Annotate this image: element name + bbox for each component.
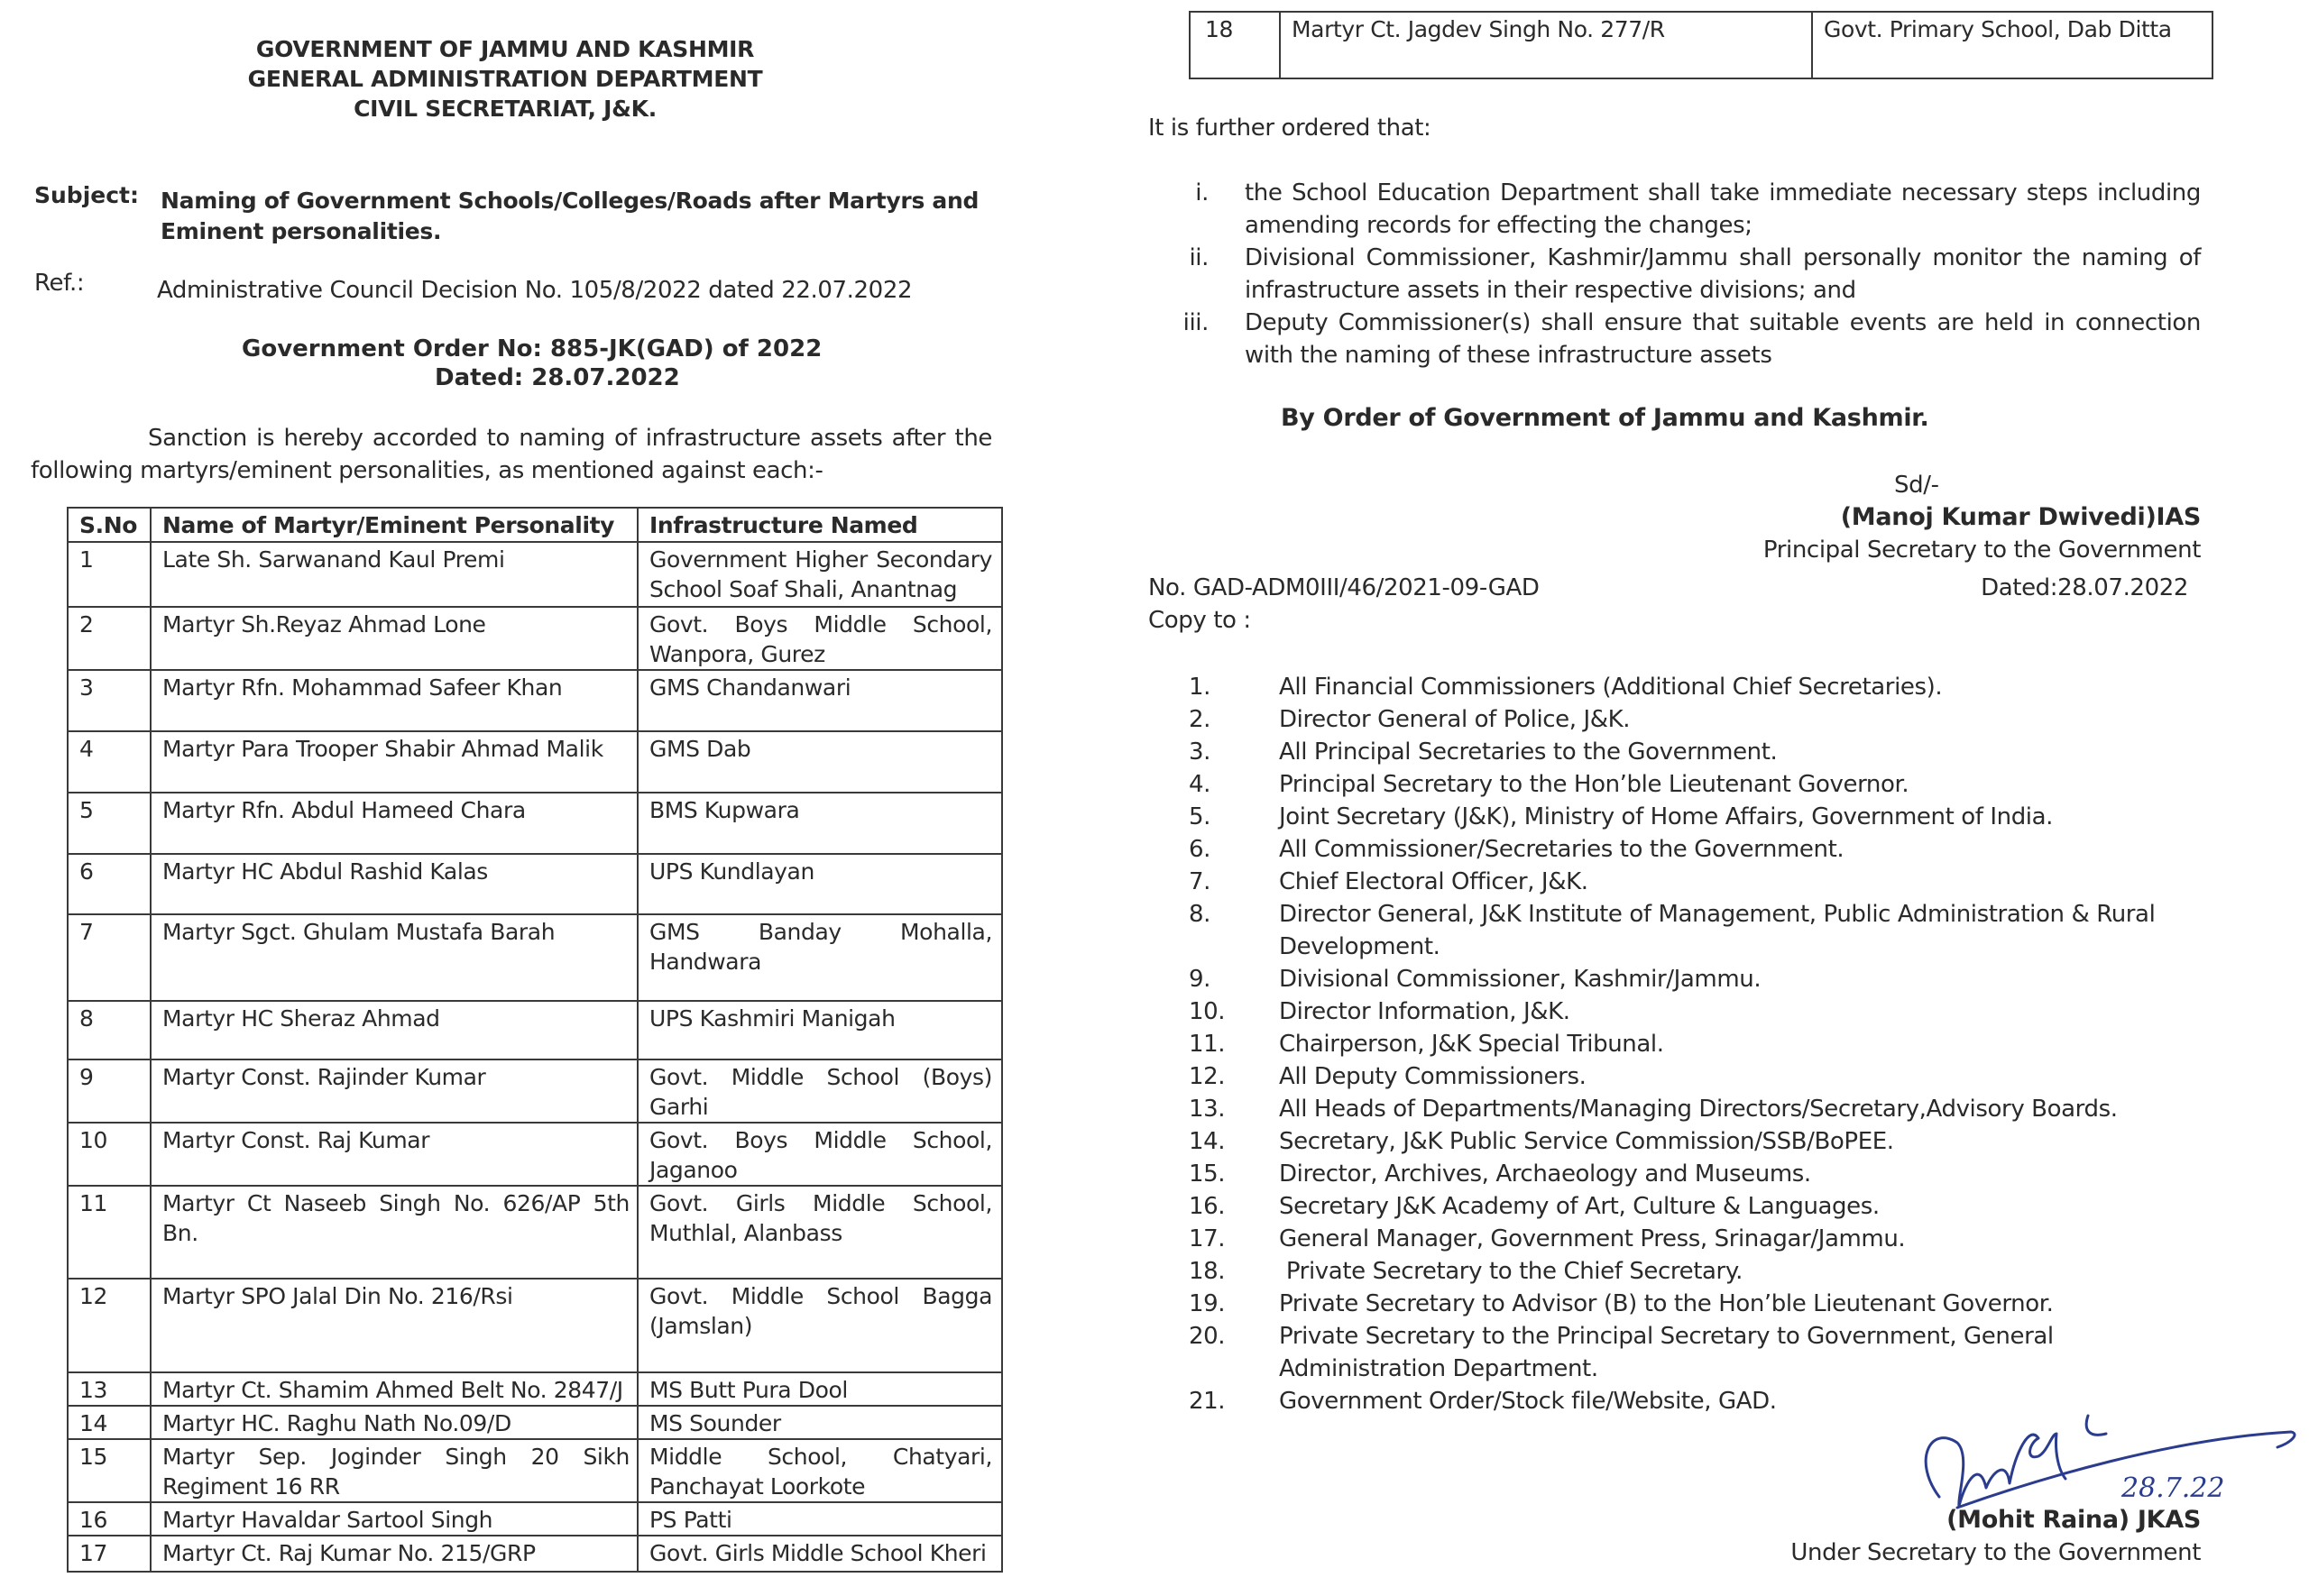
cell-sno: 6 <box>68 854 151 914</box>
copy-item-number: 16. <box>1189 1193 1226 1220</box>
copy-item <box>1189 1125 2199 1158</box>
letterhead-government: GOVERNMENT OF JAMMU AND KASHMIR <box>255 36 755 62</box>
order-item-text: the School Education Department shall take immediate necessary steps including amending records for effecting the changes; <box>1245 179 2201 239</box>
file-date: Dated:28.07.2022 <box>1981 574 2188 601</box>
table-row <box>68 607 1002 670</box>
cell-infrastructure: Govt. Boys Middle School, Jaganoo <box>638 1123 1002 1186</box>
table-row <box>68 1406 1002 1439</box>
copy-item <box>1189 1158 2199 1190</box>
cell-name: Martyr Sgct. Ghulam Mustafa Barah <box>151 914 638 1001</box>
copy-item-number: 12. <box>1189 1063 1226 1090</box>
cell-name: Martyr HC Sheraz Ahmad <box>151 1001 638 1059</box>
table-row <box>68 1536 1002 1572</box>
cell-sno: 12 <box>68 1279 151 1372</box>
cell-infrastructure: Middle School, Chatyari, Panchayat Loorkote <box>638 1439 1002 1502</box>
letterhead-secretariat: CIVIL SECRETARIAT, J&K. <box>354 96 657 122</box>
cell-name: Martyr Sep. Joginder Singh 20 Sikh Regiment 16 RR <box>151 1439 638 1502</box>
copy-item <box>1189 1320 2199 1385</box>
letterhead <box>216 34 794 124</box>
cell-infrastructure: GMS Dab <box>638 731 1002 793</box>
cell-infrastructure: Government Higher Secondary School Soaf Shali, Anantnag <box>638 542 1002 607</box>
copy-item-number: 6. <box>1189 836 1211 863</box>
cell-name: Martyr Para Trooper Shabir Ahmad Malik <box>151 731 638 793</box>
cell-name: Martyr Rfn. Abdul Hameed Chara <box>151 793 638 854</box>
table-row <box>68 1372 1002 1406</box>
subject-label: Subject: <box>34 182 139 208</box>
copy-item <box>1189 801 2199 833</box>
table-row <box>68 670 1002 731</box>
copy-item <box>1189 898 2199 963</box>
copy-item-number: 13. <box>1189 1096 1226 1123</box>
cell-sno: 2 <box>68 607 151 670</box>
copy-item-text: Chairperson, J&K Special Tribunal. <box>1279 1031 1664 1058</box>
cell-sno: 3 <box>68 670 151 731</box>
copy-item-text: All Principal Secretaries to the Government. <box>1279 738 1778 766</box>
cell-name: Late Sh. Sarwanand Kaul Premi <box>151 542 638 607</box>
copy-item-number: 14. <box>1189 1128 1226 1155</box>
copy-item <box>1189 963 2199 995</box>
cell-name: Martyr Ct. Jagdev Singh No. 277/R <box>1280 12 1812 78</box>
cell-infrastructure: Govt. Girls Middle School, Muthlal, Alanbass <box>638 1186 1002 1279</box>
copy-item <box>1189 1288 2199 1320</box>
cell-sno: 9 <box>68 1059 151 1123</box>
by-order-line: By Order of Government of Jammu and Kashmir. <box>1281 404 1929 432</box>
order-item <box>1127 242 2201 307</box>
further-ordered-intro: It is further ordered that: <box>1148 115 1431 142</box>
cell-name: Martyr Rfn. Mohammad Safeer Khan <box>151 670 638 731</box>
table-row <box>68 1059 1002 1123</box>
order-item-number: ii. <box>1189 244 1209 271</box>
cell-sno: 4 <box>68 731 151 793</box>
copy-item-text: Director General of Police, J&K. <box>1279 706 1631 733</box>
cell-sno: 13 <box>68 1372 151 1406</box>
copy-item <box>1189 703 2199 736</box>
table-row <box>68 1279 1002 1372</box>
cell-name: Martyr Ct Naseeb Singh No. 626/AP 5th Bn. <box>151 1186 638 1279</box>
table-row <box>68 854 1002 914</box>
table-row <box>68 542 1002 607</box>
copy-item <box>1189 671 2199 703</box>
copy-item <box>1189 866 2199 898</box>
cell-infrastructure: BMS Kupwara <box>638 793 1002 854</box>
header-sno: S.No <box>68 508 151 542</box>
further-orders-list <box>1127 177 2201 371</box>
letterhead-department: GENERAL ADMINISTRATION DEPARTMENT <box>247 66 763 92</box>
copy-item-number: 7. <box>1189 868 1211 895</box>
order-date: Dated: 28.07.2022 <box>435 364 680 391</box>
header-infrastructure: Infrastructure Named <box>638 508 1002 542</box>
cell-sno: 16 <box>68 1502 151 1536</box>
cell-name: Martyr Ct. Shamim Ahmed Belt No. 2847/J <box>151 1372 638 1406</box>
copy-item-text: Divisional Commissioner, Kashmir/Jammu. <box>1279 966 1762 993</box>
copy-to-list <box>1189 671 2199 1417</box>
order-item-text: Deputy Commissioner(s) shall ensure that suitable events are held in connection with the naming of these infrastructure assets <box>1245 309 2201 369</box>
copy-item-number: 3. <box>1189 738 1211 766</box>
cell-name: Martyr SPO Jalal Din No. 216/Rsi <box>151 1279 638 1372</box>
copy-item-number: 1. <box>1189 674 1211 701</box>
cell-sno: 1 <box>68 542 151 607</box>
martyrs-table <box>67 507 1003 1573</box>
table-row <box>68 793 1002 854</box>
order-item-number: i. <box>1195 179 1209 206</box>
signatory2-designation: Under Secretary to the Government <box>1790 1539 2201 1566</box>
signatory1-sd: Sd/- <box>1894 472 1939 499</box>
table-row <box>1190 12 2212 78</box>
signatory1-designation: Principal Secretary to the Government <box>1762 537 2201 564</box>
cell-infrastructure: GMS Banday Mohalla, Handwara <box>638 914 1002 1001</box>
copy-item-text: All Heads of Departments/Managing Directors/Secretary,Advisory Boards. <box>1279 1096 2118 1123</box>
table-row <box>68 731 1002 793</box>
cell-name: Martyr Havaldar Sartool Singh <box>151 1502 638 1536</box>
cell-name: Martyr Const. Rajinder Kumar <box>151 1059 638 1123</box>
cell-sno: 5 <box>68 793 151 854</box>
copy-item-text: Secretary J&K Academy of Art, Culture & Languages. <box>1279 1193 1880 1220</box>
cell-name: Martyr HC Abdul Rashid Kalas <box>151 854 638 914</box>
copy-item-number: 15. <box>1189 1160 1226 1188</box>
copy-item-text: Chief Electoral Officer, J&K. <box>1279 868 1588 895</box>
cell-name: Martyr Ct. Raj Kumar No. 215/GRP <box>151 1536 638 1572</box>
copy-item <box>1189 1190 2199 1223</box>
copy-item-text: General Manager, Government Press, Srinagar/Jammu. <box>1279 1225 1906 1252</box>
copy-item-text: All Commissioner/Secretaries to the Government. <box>1279 836 1844 863</box>
cell-infrastructure: Govt. Middle School (Boys) Garhi <box>638 1059 1002 1123</box>
cell-sno: 18 <box>1190 12 1280 78</box>
copy-to-label: Copy to : <box>1148 607 1251 634</box>
order-item-text: Divisional Commissioner, Kashmir/Jammu shall personally monitor the naming of infrastructure assets in their respective divisions; and <box>1245 244 2201 304</box>
copy-item <box>1189 736 2199 768</box>
copy-item <box>1189 995 2199 1028</box>
copy-item-number: 11. <box>1189 1031 1226 1058</box>
cell-infrastructure: PS Patti <box>638 1502 1002 1536</box>
copy-item-number: 19. <box>1189 1290 1226 1317</box>
copy-item-number: 8. <box>1189 901 1211 928</box>
copy-item <box>1189 1223 2199 1255</box>
copy-item-number: 17. <box>1189 1225 1226 1252</box>
cell-infrastructure: Govt. Boys Middle School, Wanpora, Gurez <box>638 607 1002 670</box>
cell-infrastructure: Govt. Primary School, Dab Ditta <box>1812 12 2212 78</box>
copy-item-number: 18. <box>1189 1258 1226 1285</box>
cell-infrastructure: MS Sounder <box>638 1406 1002 1439</box>
reference-label: Ref.: <box>34 270 85 297</box>
cell-sno: 17 <box>68 1536 151 1572</box>
cell-name: Martyr Sh.Reyaz Ahmad Lone <box>151 607 638 670</box>
copy-item-number: 10. <box>1189 998 1226 1025</box>
table-row <box>68 914 1002 1001</box>
copy-item-text: Director Information, J&K. <box>1279 998 1570 1025</box>
copy-item <box>1189 768 2199 801</box>
copy-item <box>1189 1060 2199 1093</box>
reference-text: Administrative Council Decision No. 105/8/2022 dated 22.07.2022 <box>157 277 913 304</box>
martyrs-table-continued <box>1189 11 2213 79</box>
copy-item-number: 4. <box>1189 771 1211 798</box>
copy-item <box>1189 1093 2199 1125</box>
cell-sno: 14 <box>68 1406 151 1439</box>
table-row <box>68 1439 1002 1502</box>
copy-item-text: All Deputy Commissioners. <box>1279 1063 1587 1090</box>
copy-item-text: Secretary, J&K Public Service Commission/SSB/BoPEE. <box>1279 1128 1894 1155</box>
copy-item <box>1189 1255 2199 1288</box>
cell-name: Martyr Const. Raj Kumar <box>151 1123 638 1186</box>
subject-text: Naming of Government Schools/Colleges/Roads after Martyrs and Eminent personalities. <box>161 188 980 244</box>
table-row <box>68 1502 1002 1536</box>
cell-infrastructure: Govt. Girls Middle School Kheri <box>638 1536 1002 1572</box>
cell-sno: 11 <box>68 1186 151 1279</box>
cell-infrastructure: GMS Chandanwari <box>638 670 1002 731</box>
copy-item <box>1189 1028 2199 1060</box>
copy-item-number: 5. <box>1189 803 1211 830</box>
copy-item-text: Government Order/Stock file/Website, GAD. <box>1279 1388 1777 1415</box>
file-number: No. GAD-ADM0III/46/2021-09-GAD <box>1148 574 1540 601</box>
order-item <box>1127 307 2201 371</box>
copy-item-number: 2. <box>1189 706 1211 733</box>
cell-sno: 15 <box>68 1439 151 1502</box>
copy-item-number: 21. <box>1189 1388 1226 1415</box>
copy-item <box>1189 833 2199 866</box>
cell-sno: 7 <box>68 914 151 1001</box>
cell-infrastructure: UPS Kashmiri Manigah <box>638 1001 1002 1059</box>
cell-sno: 8 <box>68 1001 151 1059</box>
intro-paragraph <box>31 422 992 487</box>
table-row <box>68 1123 1002 1186</box>
order-item-number: iii. <box>1182 309 1209 336</box>
intro-text: Sanction is hereby accorded to naming of infrastructure assets after the following martyrs/eminent personalities, as mentioned against each:- <box>31 425 992 484</box>
signatory2-name: (Mohit Raina) JKAS <box>1946 1506 2201 1534</box>
cell-name: Martyr HC. Raghu Nath No.09/D <box>151 1406 638 1439</box>
order-number: Government Order No: 885-JK(GAD) of 2022 <box>242 335 823 362</box>
copy-item-text: Joint Secretary (J&K), Ministry of Home Affairs, Government of India. <box>1279 803 2054 830</box>
cell-infrastructure: Govt. Middle School Bagga (Jamslan) <box>638 1279 1002 1372</box>
cell-sno: 10 <box>68 1123 151 1186</box>
table-header-row <box>68 508 1002 542</box>
handwritten-date: 28.7.22 <box>2121 1472 2225 1504</box>
cell-infrastructure: MS Butt Pura Dool <box>638 1372 1002 1406</box>
copy-item-text: Private Secretary to the Principal Secretary to Government, General Administration Department. <box>1279 1323 2054 1382</box>
table-row <box>68 1001 1002 1059</box>
copy-item-number: 20. <box>1189 1323 1226 1350</box>
order-item <box>1127 177 2201 242</box>
copy-item-number: 9. <box>1189 966 1211 993</box>
copy-item-text: Principal Secretary to the Hon’ble Lieutenant Governor. <box>1279 771 1909 798</box>
copy-item-text: Director, Archives, Archaeology and Museums. <box>1279 1160 1811 1188</box>
table-row <box>68 1186 1002 1279</box>
copy-item-text: Director General, J&K Institute of Management, Public Administration & Rural Development. <box>1279 901 2156 960</box>
copy-item-text: Private Secretary to the Chief Secretary. <box>1279 1258 1743 1285</box>
signatory1-name: (Manoj Kumar Dwivedi)IAS <box>1840 503 2201 531</box>
copy-item-text: All Financial Commissioners (Additional Chief Secretaries). <box>1279 674 1943 701</box>
copy-item-text: Private Secretary to Advisor (B) to the Hon’ble Lieutenant Governor. <box>1279 1290 2054 1317</box>
cell-infrastructure: UPS Kundlayan <box>638 854 1002 914</box>
header-name: Name of Martyr/Eminent Personality <box>151 508 638 542</box>
